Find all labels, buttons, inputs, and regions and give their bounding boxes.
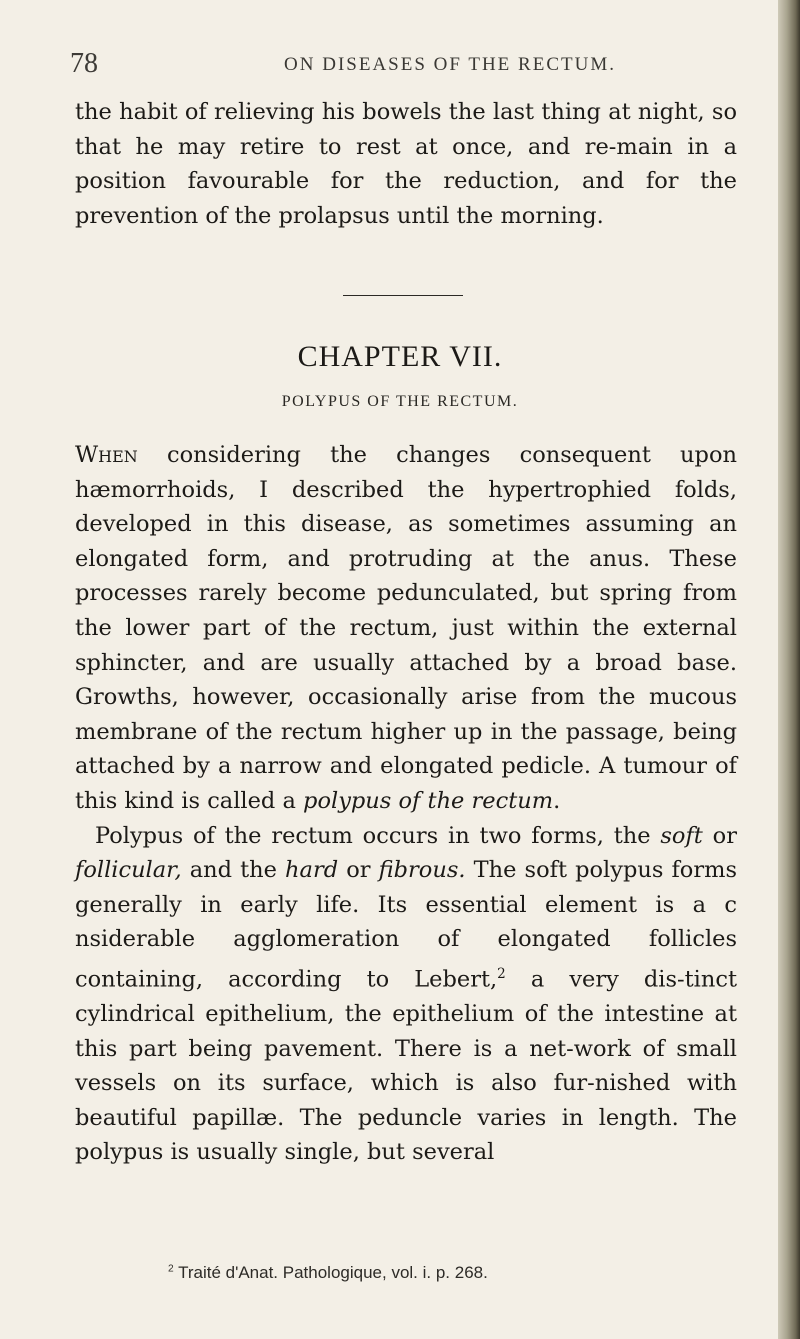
page-header [70,48,770,88]
paragraph-2-part-1: Polypus of the rectum occurs in two forms, the [95,822,661,849]
paragraph-1 [75,438,737,819]
paragraph-2-part-2: or [702,822,737,849]
paragraph-2-part-5: The soft polypus forms generally in early life. Its essential element is a c nsiderable agglomeration of elongated follicles containing, according to Lebert, [75,857,737,993]
emphasis-follicular: follicular, [75,857,182,884]
footnote-marker: 2 [168,1263,174,1275]
paragraph-2-part-6: a very dis-tinct cylindrical epithelium, the epithelium of the intestine at this part being pavement. There is a net-work of small vessels on its surface, which is also fur-nished with beautiful papillæ. The peduncle varies in length. The polypus is usually single, but several [75,966,738,1166]
emphasis-fibrous: fibrous. [378,857,466,884]
chapter-body [75,438,737,1170]
paragraph-2-part-3: and the [181,857,286,884]
first-word: When [75,442,138,468]
chapter-title: CHAPTER VII. [297,340,503,373]
emphasis-hard: hard [285,857,339,884]
paragraph-2-part-4: or [338,857,379,884]
intro-paragraph-block [75,95,737,233]
emphasis-soft: soft [660,822,703,849]
intro-paragraph: the habit of relieving his bowels the last thing at night, so that he may retire to rest at once, and re-main in a position favourable for the reduction, and for the prevention of the prolapsus until the morning. [75,99,737,229]
chapter-subtitle: POLYPUS OF THE RECTUM. [281,393,519,410]
footnote [168,1263,748,1283]
page-edge [778,0,800,1339]
footnote-reference: 2 [497,965,506,982]
running-head: ON DISEASES OF THE RECTUM. [284,54,616,75]
footnote-text: Traité d'Anat. Pathologique, vol. i. p. 268. [173,1263,488,1282]
paragraph-1-text: considering the changes consequent upon hæmorrhoids, I described the hypertrophied folds, developed in this disease, as sometimes assuming an elongated form, and protruding at the anus. These processes rarely become pedunculated, but spring from the lower part of the rectum, just within the external sphincter, and are usually attached by a broad base. Growths, however, occasionally arise from the mucous membrane of the rectum higher up in the passage, being attached by a narrow and elongated pedicle. A tumour of this kind is called a [75,442,737,814]
page-number: 78 [70,48,98,79]
section-divider [343,295,463,296]
paragraph-2 [75,819,737,1170]
paragraph-1-emphasis: polypus of the rectum [303,787,554,814]
paragraph-1-end: . [553,787,561,814]
